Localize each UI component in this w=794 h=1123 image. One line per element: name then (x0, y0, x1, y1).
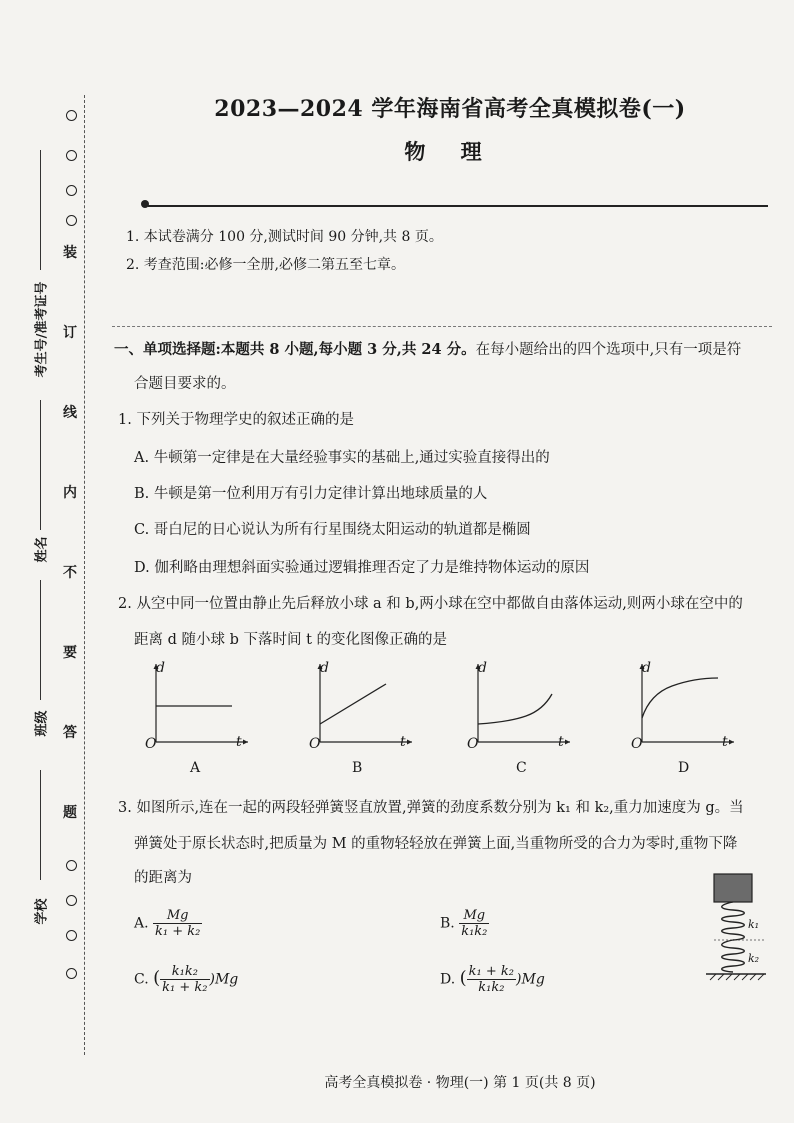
field-rule (40, 150, 41, 270)
notes-separator (112, 326, 772, 327)
q2-stem-line1: 2. 从空中同一位置由静止先后释放小球 a 和 b,两小球在空中都做自由落体运动,则两小球在空中的 (118, 596, 743, 612)
graph-b-curve (320, 684, 386, 724)
spring-label-k1: k₁ (748, 918, 760, 931)
q3-stem-line1: 3. 如图所示,连在一起的两段轻弹簧竖直放置,弹簧的劲度系数分别为 k₁ 和 k₂,重力加速度为 g。当 (118, 800, 744, 816)
exam-number-label: 考生号/准考证号 (34, 281, 50, 378)
header-rule (148, 205, 768, 207)
q3-d-tail: )Mg (516, 971, 545, 988)
section-heading-bold: 一、单项选择题:本题共 8 小题,每小题 3 分,共 24 分。 (114, 341, 476, 358)
graph-b-axis-y: d (320, 660, 329, 676)
binding-dashed-line (84, 95, 85, 1055)
school-label: 学校 (34, 898, 50, 925)
graph-c-axis-x: t (558, 734, 564, 750)
graph-a-label: A (190, 760, 201, 776)
binding-char: 内 (62, 482, 78, 502)
graph-d-label: D (678, 760, 690, 776)
graph-d-curve (642, 678, 718, 718)
q3-d-denominator: k₁k₂ (478, 980, 505, 995)
q3-a-denominator: k₁ + k₂ (155, 924, 201, 939)
q3-option-a-letter: A. (134, 915, 149, 932)
field-rule (40, 770, 41, 880)
graph-c-axis-y: d (478, 660, 487, 676)
q3-d-numerator: k₁ + k₂ (468, 964, 515, 979)
q3-a-numerator: Mg (153, 908, 202, 924)
section-heading-line2: 合题目要求的。 (134, 376, 236, 392)
binding-char: 题 (62, 802, 78, 822)
binding-hole (66, 860, 77, 871)
q3-stem-line3: 的距离为 (134, 870, 192, 886)
q3-option-b (440, 908, 489, 939)
note-1: 1. 本试卷满分 100 分,测试时间 90 分钟,共 8 页。 (126, 229, 443, 245)
graph-c-curve (478, 694, 552, 724)
exam-title: 2023—2024 学年海南省高考全真模拟卷(一) (214, 96, 686, 122)
q3-c-denominator: k₁ + k₂ (162, 980, 208, 995)
binding-hole (66, 215, 77, 226)
class-label: 班级 (34, 710, 50, 737)
q3-b-numerator: Mg (459, 908, 489, 924)
binding-hole (66, 895, 77, 906)
q2-stem-line2: 距离 d 随小球 b 下落时间 t 的变化图像正确的是 (134, 632, 448, 648)
binding-hole (66, 185, 77, 196)
left-paren: ( (459, 967, 467, 989)
graph-d-axis-y: d (642, 660, 651, 676)
binding-margin (0, 0, 112, 1123)
q3-option-d (440, 964, 545, 995)
binding-hole (66, 110, 77, 121)
subject-title: 物 理 (404, 139, 496, 164)
weight-block (714, 874, 752, 902)
q3-option-c (134, 964, 238, 995)
section-heading-rest: 在每小题给出的四个选项中,只有一项是符 (475, 342, 742, 358)
q1-option-c: C. 哥白尼的日心说认为所有行星围绕太阳运动的轨道都是椭圆 (134, 522, 531, 538)
q3-option-c-letter: C. (134, 971, 149, 988)
page-footer: 高考全真模拟卷 · 物理(一) 第 1 页(共 8 页) (324, 1075, 596, 1091)
graph-b-label: B (352, 760, 363, 776)
q3-option-d-fraction (467, 964, 516, 995)
spring-figure (700, 872, 780, 982)
section-heading (114, 338, 741, 359)
q1-option-a: A. 牛顿第一定律是在大量经验事实的基础上,通过实验直接得出的 (134, 450, 550, 466)
graph-c-label: C (516, 760, 527, 776)
left-paren: ( (153, 967, 161, 989)
field-rule (40, 400, 41, 530)
ground-hatch (710, 974, 764, 980)
q3-b-denominator: k₁k₂ (461, 924, 488, 939)
q3-stem-line2: 弹簧处于原长状态时,把质量为 M 的重物轻轻放在弹簧上面,当重物所受的合力为零时,重物下降 (134, 836, 738, 852)
q1-stem: 1. 下列关于物理学史的叙述正确的是 (118, 412, 354, 428)
graph-d-axis-x: t (722, 734, 728, 750)
spring-k2 (722, 940, 745, 972)
binding-char: 装 (62, 242, 78, 262)
binding-hole (66, 150, 77, 161)
graph-a-origin: O (145, 736, 157, 752)
spring-k1 (722, 902, 745, 940)
graph-d-origin: O (631, 736, 643, 752)
q3-c-numerator: k₁k₂ (160, 964, 209, 980)
q3-option-c-fraction (160, 964, 209, 995)
q1-option-b: B. 牛顿是第一位利用万有引力定律计算出地球质量的人 (134, 486, 488, 502)
q3-option-a (134, 908, 202, 939)
graph-b-origin: O (309, 736, 321, 752)
binding-char: 不 (62, 562, 78, 582)
note-2: 2. 考查范围:必修一全册,必修二第五至七章。 (126, 257, 405, 273)
binding-char: 订 (62, 322, 78, 342)
graph-b-axis-x: t (400, 734, 406, 750)
q3-option-d-letter: D. (440, 971, 456, 988)
graph-c-origin: O (467, 736, 479, 752)
q3-c-tail: )Mg (209, 971, 239, 988)
q3-option-b-letter: B. (440, 915, 455, 932)
binding-char: 线 (62, 402, 78, 422)
binding-char: 要 (62, 642, 78, 662)
graph-a-axis-x: t (236, 734, 242, 750)
q3-option-a-fraction (153, 908, 202, 939)
name-label: 姓名 (34, 536, 50, 563)
binding-hole (66, 968, 77, 979)
q1-option-d: D. 伽利略由理想斜面实验通过逻辑推理否定了力是维持物体运动的原因 (134, 560, 590, 576)
binding-hole (66, 930, 77, 941)
binding-char: 答 (62, 722, 78, 742)
q3-option-b-fraction (459, 908, 489, 939)
spring-label-k2: k₂ (748, 952, 760, 965)
graph-a-axis-y: d (156, 660, 165, 676)
field-rule (40, 580, 41, 700)
